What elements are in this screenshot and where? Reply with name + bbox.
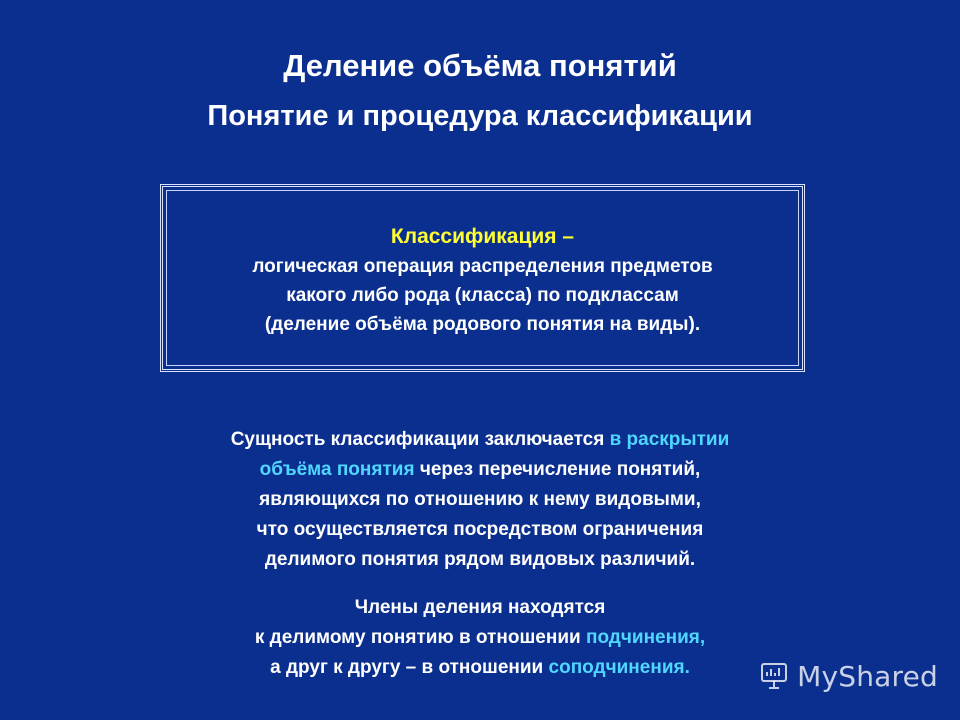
essence-line-1 [0, 425, 960, 455]
members-line-2-text: к делимому понятию в отношении [254, 627, 586, 648]
essence-line-5: делимого понятия рядом видовых различий. [264, 549, 696, 570]
essence-line-2-text: через перечисление понятий, [414, 459, 701, 480]
members-line-2 [0, 623, 960, 653]
slide-title: Деление объёма понятий [283, 48, 677, 83]
essence-line-3: являющихся по отношению к нему видовыми, [259, 489, 701, 510]
essence-paragraph [0, 425, 960, 575]
slide-subtitle: Понятие и процедура классификации [207, 100, 753, 132]
members-highlight-1: подчинения, [585, 627, 706, 648]
watermark-text: MyShared [797, 659, 938, 693]
definition-line-1: логическая операция распределения предметов [252, 256, 713, 277]
presentation-icon [759, 661, 789, 691]
members-line-3-text: а друг к другу – в отношении [270, 657, 549, 678]
essence-line-1-text: Сущность классификации заключается [230, 429, 610, 450]
essence-highlight-2: объёма понятия [259, 459, 415, 480]
definition-line-3: (деление объёма родового понятия на виды). [264, 314, 701, 335]
members-highlight-2: соподчинения. [548, 657, 690, 678]
essence-line-4: что осуществляется посредством ограничения [256, 519, 704, 540]
definition-term: Классификация – [390, 225, 575, 248]
members-line-1: Члены деления находятся [354, 597, 606, 618]
essence-highlight-1: в раскрытии [609, 429, 730, 450]
essence-line-2 [0, 455, 960, 485]
definition-line-2: какого либо рода (класса) по подклассам [286, 285, 679, 306]
definition-box [160, 184, 805, 372]
watermark [759, 656, 938, 696]
